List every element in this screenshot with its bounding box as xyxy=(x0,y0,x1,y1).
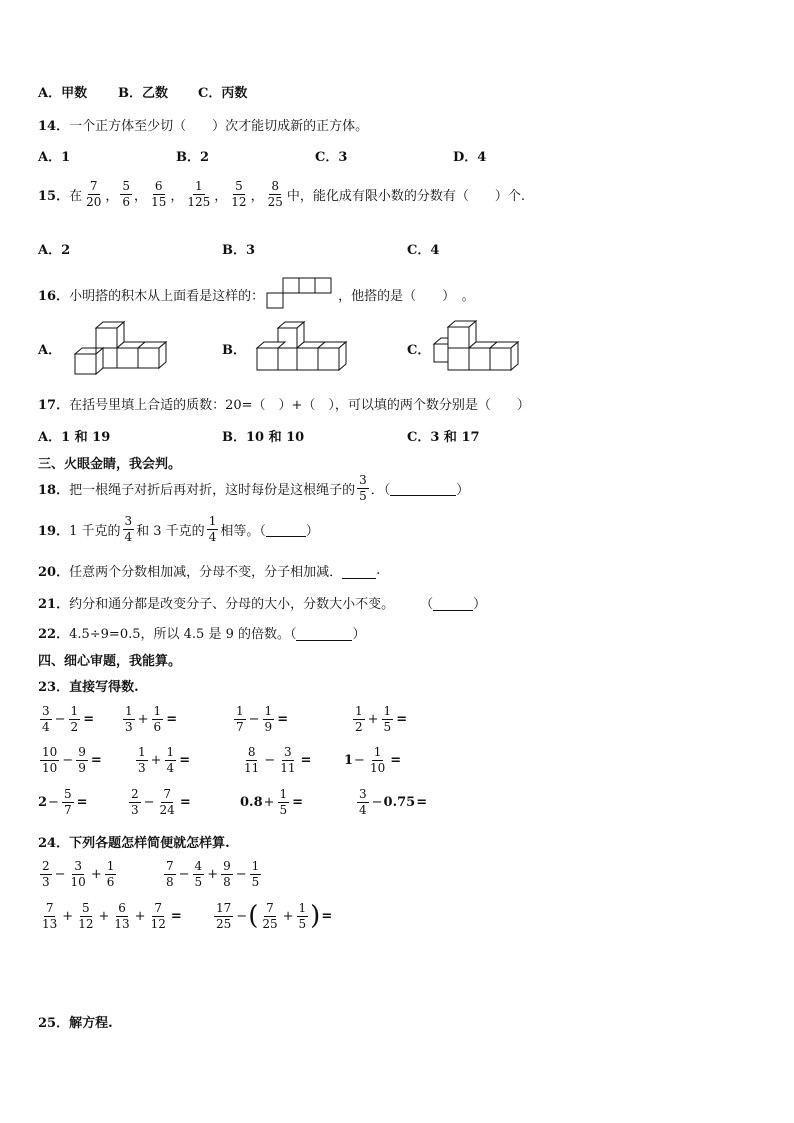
q15-post: 中，能化成有限小数的分数有（ ）个. xyxy=(286,188,525,204)
q15-option-a[interactable]: A．2 xyxy=(38,243,71,258)
q24-expression-2: $\frac{7}{8}$ − $\frac{4}{5}$ + $\frac{9}{8}$ − $\frac{1}{5}$ xyxy=(166,859,260,889)
q23-item: $\frac{8}{11}$ − $\frac{3}{11}$ = xyxy=(244,745,312,775)
q22-question: 22． 4.5÷9=0.5，所以 4.5 是 9 的倍数。（ ） xyxy=(38,623,366,642)
q18-answer-blank[interactable] xyxy=(390,480,456,496)
q17-option-a[interactable]: A．1 和 19 xyxy=(38,430,111,445)
q18-fraction: $\frac{3}{5}$ xyxy=(359,473,367,503)
q15-fraction: $\frac{5}{12}$ xyxy=(231,179,247,209)
q17-option-b[interactable]: B．10 和 10 xyxy=(222,430,305,445)
q15-number: 15． xyxy=(38,188,70,204)
q15-option-b[interactable]: B．3 xyxy=(222,243,256,258)
q16-option-a[interactable]: A． xyxy=(38,343,62,358)
q13-option-a[interactable]: A．甲数 xyxy=(38,86,88,101)
q14-text: 一个正方体至少切（ ）次才能切成新的正方体。 xyxy=(69,119,369,134)
q24-expression-1: $\frac{2}{3}$ − $\frac{3}{10}$ + $\frac{1}{6}$ xyxy=(42,859,115,889)
top-view-diagram xyxy=(266,276,336,312)
q17-text: 在括号里填上合适的质数：20=（ ）+（ ），可以填的两个数分别是（ ） xyxy=(69,398,530,413)
q24-expression-3: $\frac{7}{13}$ + $\frac{5}{12}$ + $\frac{6}{13}$ + $\frac{7}{12}$ = xyxy=(42,901,182,931)
q16-question xyxy=(38,276,475,312)
q16-post: ，他搭的是（ ） 。 xyxy=(338,288,475,304)
q15-fraction: $\frac{6}{15}$ xyxy=(151,179,167,209)
q18-question: 18． 把一根绳子对折后再对折，这时每份是这根绳子的 $\frac{3}{5}$ ．（ ） xyxy=(38,473,470,503)
q14-option-d[interactable]: D．4 xyxy=(453,150,487,165)
q23-item: $\frac{2}{3}$ − $\frac{7}{24}$ = xyxy=(131,787,191,817)
q16-option-b[interactable]: B． xyxy=(222,343,246,358)
q23-item: $\frac{3}{4}$ − $\frac{1}{2}$ = xyxy=(42,704,95,734)
q13-option-c[interactable]: C．丙数 xyxy=(198,86,248,101)
q15-pre: 在 xyxy=(69,188,83,204)
q13-option-b[interactable]: B．乙数 xyxy=(118,86,168,101)
q20-question: 20． 任意两个分数相加减，分母不变，分子相加减． . xyxy=(38,563,381,580)
q19-answer-blank[interactable] xyxy=(266,521,306,537)
q15-option-c[interactable]: C．4 xyxy=(407,243,440,258)
q17-number: 17． xyxy=(38,398,70,413)
cube-figure-c xyxy=(431,318,531,378)
q23-item: $\frac{1}{7}$ − $\frac{1}{9}$ = xyxy=(236,704,289,734)
q16-pre: 小明搭的积木从上面看是这样的： xyxy=(69,288,265,304)
q23-title: 23．直接写得数. xyxy=(38,680,139,695)
q21-answer-blank[interactable] xyxy=(433,595,473,611)
q14-question xyxy=(38,115,368,134)
q19-fraction-1: $\frac{3}{4}$ xyxy=(124,514,133,544)
q23-item: 2 − $\frac{5}{7}$ = xyxy=(38,787,88,817)
cube-figure-a xyxy=(66,320,176,380)
q15-fraction: $\frac{7}{20}$ xyxy=(86,179,102,209)
q17-question xyxy=(38,394,530,413)
q14-number: 14． xyxy=(38,119,70,134)
q23-item: 0.8 + $\frac{1}{5}$ = xyxy=(240,787,304,817)
q15-fraction: $\frac{8}{25}$ xyxy=(267,179,283,209)
section-4-heading: 四、细心审题，我能算。 xyxy=(38,654,182,669)
q14-option-c[interactable]: C．3 xyxy=(315,150,348,165)
q14-option-b[interactable]: B．2 xyxy=(176,150,210,165)
q14-option-a[interactable]: A．1 xyxy=(38,150,71,165)
q23-item: $\frac{10}{10}$ − $\frac{9}{9}$ = xyxy=(42,745,102,775)
q23-item: $\frac{1}{3}$ + $\frac{1}{6}$ = xyxy=(125,704,178,734)
q16-number: 16． xyxy=(38,288,70,304)
q25-title: 25．解方程. xyxy=(38,1016,113,1031)
q15-question: 15． 在 $\frac{7}{20}$ ， $\frac{5}{6}$ ， $\frac{6}{15}$ ， $\frac{1}{125}$ ， $\frac{5}{12}$ ， $\frac{8}{25}$ 中，能化成有限小数的分数有（ ）个. xyxy=(38,179,525,209)
q23-item: $\frac{1}{2}$ + $\frac{1}{5}$ = xyxy=(355,704,408,734)
q19-fraction-2: $\frac{1}{4}$ xyxy=(208,514,217,544)
q21-question: 21． 约分和通分都是改变分子、分母的大小，分数大小不变。 （ ） xyxy=(38,593,486,612)
q17-option-c[interactable]: C．3 和 17 xyxy=(407,430,480,445)
q20-answer-blank[interactable] xyxy=(342,563,376,579)
q15-fraction: $\frac{1}{125}$ xyxy=(187,179,211,209)
q22-answer-blank[interactable] xyxy=(296,625,352,641)
q23-item: 1 − $\frac{1}{10}$ = xyxy=(344,745,402,775)
q15-fraction: $\frac{5}{6}$ xyxy=(122,179,131,209)
q23-item: $\frac{1}{3}$ + $\frac{1}{4}$ = xyxy=(138,745,191,775)
cube-figure-b xyxy=(254,320,354,380)
q24-title: 24．下列各题怎样简便就怎样算. xyxy=(38,836,230,851)
q23-item: $\frac{3}{4}$ − 0.75 = xyxy=(359,787,428,817)
q19-question: 19． 1 千克的 $\frac{3}{4}$ 和 3 千克的 $\frac{1}{4}$ 相等。（ ） xyxy=(38,514,319,544)
q16-option-c[interactable]: C． xyxy=(407,343,431,358)
q24-expression-4: $\frac{17}{25}$ − ( $\frac{7}{25}$ + $\frac{1}{5}$ ) = xyxy=(216,901,333,932)
section-3-heading: 三、火眼金睛，我会判。 xyxy=(38,457,182,472)
